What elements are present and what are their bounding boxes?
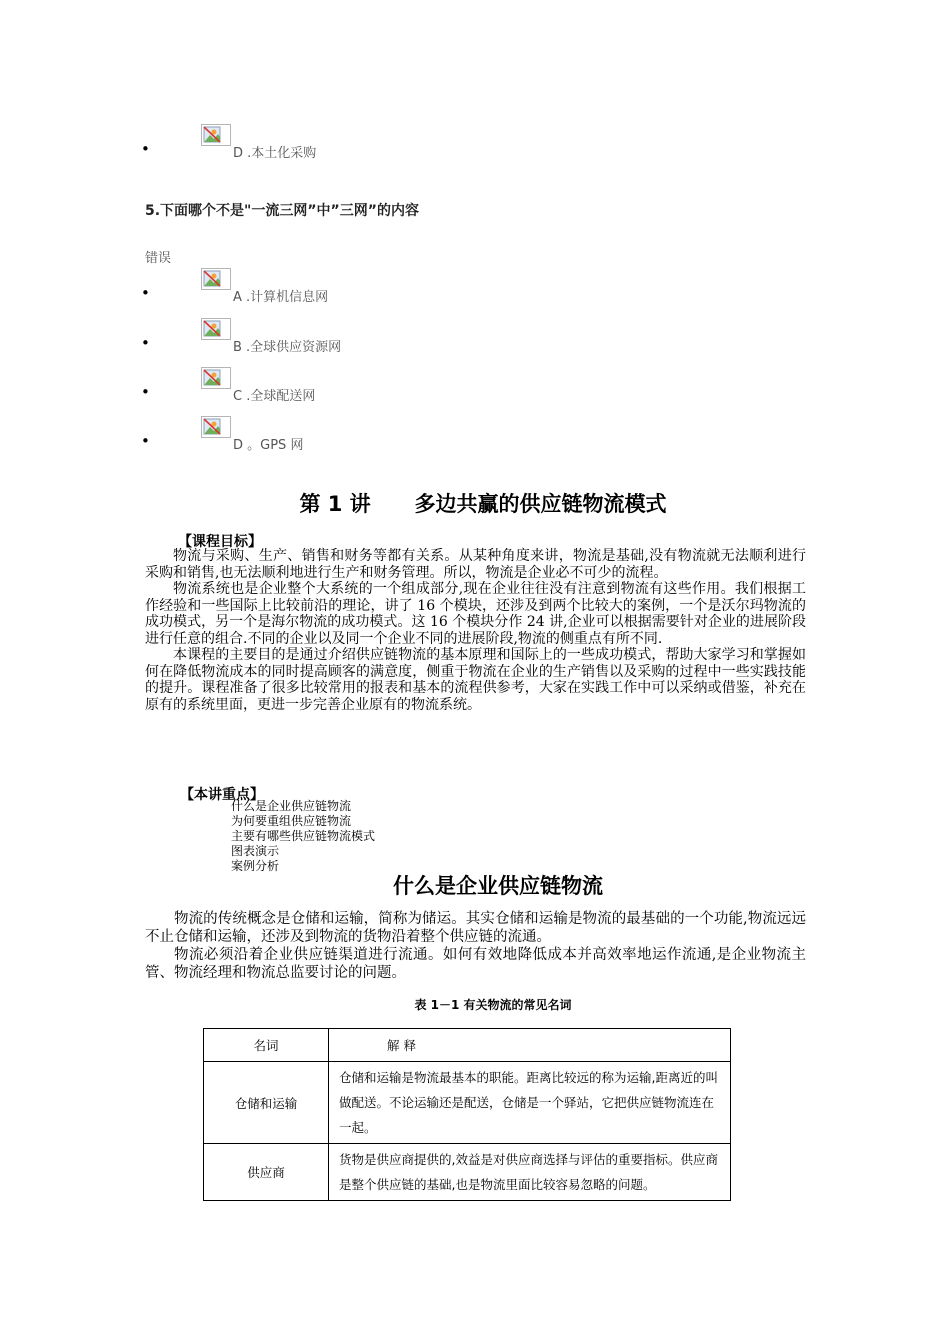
keypoint-item: 主要有哪些供应链物流模式 xyxy=(231,829,376,843)
terms-table xyxy=(203,1028,731,1201)
keypoints-list xyxy=(231,799,375,874)
keypoint-item: 案例分析 xyxy=(231,859,280,873)
objectives-heading: 【课程目标】 xyxy=(178,534,262,550)
option-label: C .全球配送网 xyxy=(233,389,316,404)
paragraph: 本课程的主要目的是通过介绍供应链物流的基本原理和国际上的一些成功模式，帮助大家学习和掌握如何在降低物流成本的同时提高顾客的满意度，侧重于物流在企业的生产销售以及采购的过程中一些实践技能的提升。课程准备了很多比较常用的报表和基本的流程供参考，大家在实践工作中可以采纳或借鉴，补充在原有的系统里面，更进一步完善企业原有的物流系统。 xyxy=(145,647,806,713)
bullet: • xyxy=(141,284,150,302)
keypoint-item: 图表演示 xyxy=(231,844,280,858)
table-cell-explanation: 仓储和运输是物流最基本的职能。距离比较远的称为运输,距离近的叫做配送。不论运输还是配送，仓储是一个驿站，它把供应链物流连在一起。 xyxy=(329,1062,731,1144)
keypoint-item: 为何要重组供应链物流 xyxy=(231,814,352,828)
answer-status: 错误 xyxy=(145,251,172,266)
bullet: • xyxy=(141,383,150,401)
question-title: 5.下面哪个不是"一流三网”中”三网”的内容 xyxy=(145,203,419,219)
bullet: • xyxy=(141,140,150,158)
section-body xyxy=(145,910,806,982)
table-header-row xyxy=(204,1029,731,1062)
answer-option-b[interactable] xyxy=(0,318,950,358)
table-cell-explanation: 货物是供应商提供的,效益是对供应商选择与评估的重要指标。供应商是整个供应链的基础,也是物流里面比较容易忽略的问题。 xyxy=(329,1144,731,1201)
option-label: D 。GPS 网 xyxy=(233,438,304,453)
answer-option-a[interactable] xyxy=(0,268,950,308)
option-label: D .本土化采购 xyxy=(233,146,317,161)
bullet: • xyxy=(141,432,150,450)
table-cell-term: 仓储和运输 xyxy=(204,1062,329,1144)
table-caption: 表 1－1 有关物流的常见名词 xyxy=(414,998,572,1012)
broken-image-icon xyxy=(201,124,231,146)
table-header-cell: 解 释 xyxy=(329,1029,731,1062)
table-row xyxy=(204,1062,731,1144)
answer-option-c[interactable] xyxy=(0,367,950,407)
paragraph: 物流系统也是企业整个大系统的一个组成部分,现在企业往往没有注意到物流有这些作用。我们根据工作经验和一些国际上比较前沿的理论，讲了 16 个模块，还涉及到两个比较大的案例，一个是沃尔玛物流的成功模式，另一个是海尔物流的成功模式。这 16 个模块分作 24 讲,企业可以根据需要针对企业的进展阶段进行任意的组合.不同的企业以及同一个企业不同的进展阶段,物流的侧重点有所不同. xyxy=(145,581,806,647)
table-cell-term: 供应商 xyxy=(204,1144,329,1201)
paragraph: 物流必须沿着企业供应链渠道进行流通。如何有效地降低成本并高效率地运作流通,是企业物流主管、物流经理和物流总监要讨论的问题。 xyxy=(145,947,806,981)
option-label: A .计算机信息网 xyxy=(233,290,329,305)
keypoints-heading: 【本讲重点】 xyxy=(180,787,264,803)
answer-option-d[interactable] xyxy=(0,416,950,456)
lecture-title: 第 1 讲 多边共赢的供应链物流模式 xyxy=(299,492,667,516)
objectives-body xyxy=(145,548,806,713)
answer-option[interactable] xyxy=(0,124,950,164)
option-label: B .全球供应资源网 xyxy=(233,340,342,355)
table-row xyxy=(204,1144,731,1201)
bullet: • xyxy=(141,334,150,352)
keypoint-item: 什么是企业供应链物流 xyxy=(231,799,352,813)
table-header-cell: 名词 xyxy=(204,1029,329,1062)
broken-image-icon xyxy=(201,367,231,389)
section-title: 什么是企业供应链物流 xyxy=(393,874,603,898)
paragraph: 物流的传统概念是仓储和运输，简称为储运。其实仓储和运输是物流的最基础的一个功能,物流远远不止仓储和运输，还涉及到物流的货物沿着整个供应链的流通。 xyxy=(145,911,806,945)
broken-image-icon xyxy=(201,268,231,290)
broken-image-icon xyxy=(201,416,231,438)
broken-image-icon xyxy=(201,318,231,340)
paragraph: 物流与采购、生产、销售和财务等都有关系。从某种角度来讲，物流是基础,没有物流就无法顺利进行采购和销售,也无法顺利地进行生产和财务管理。所以，物流是企业必不可少的流程。 xyxy=(145,548,806,581)
